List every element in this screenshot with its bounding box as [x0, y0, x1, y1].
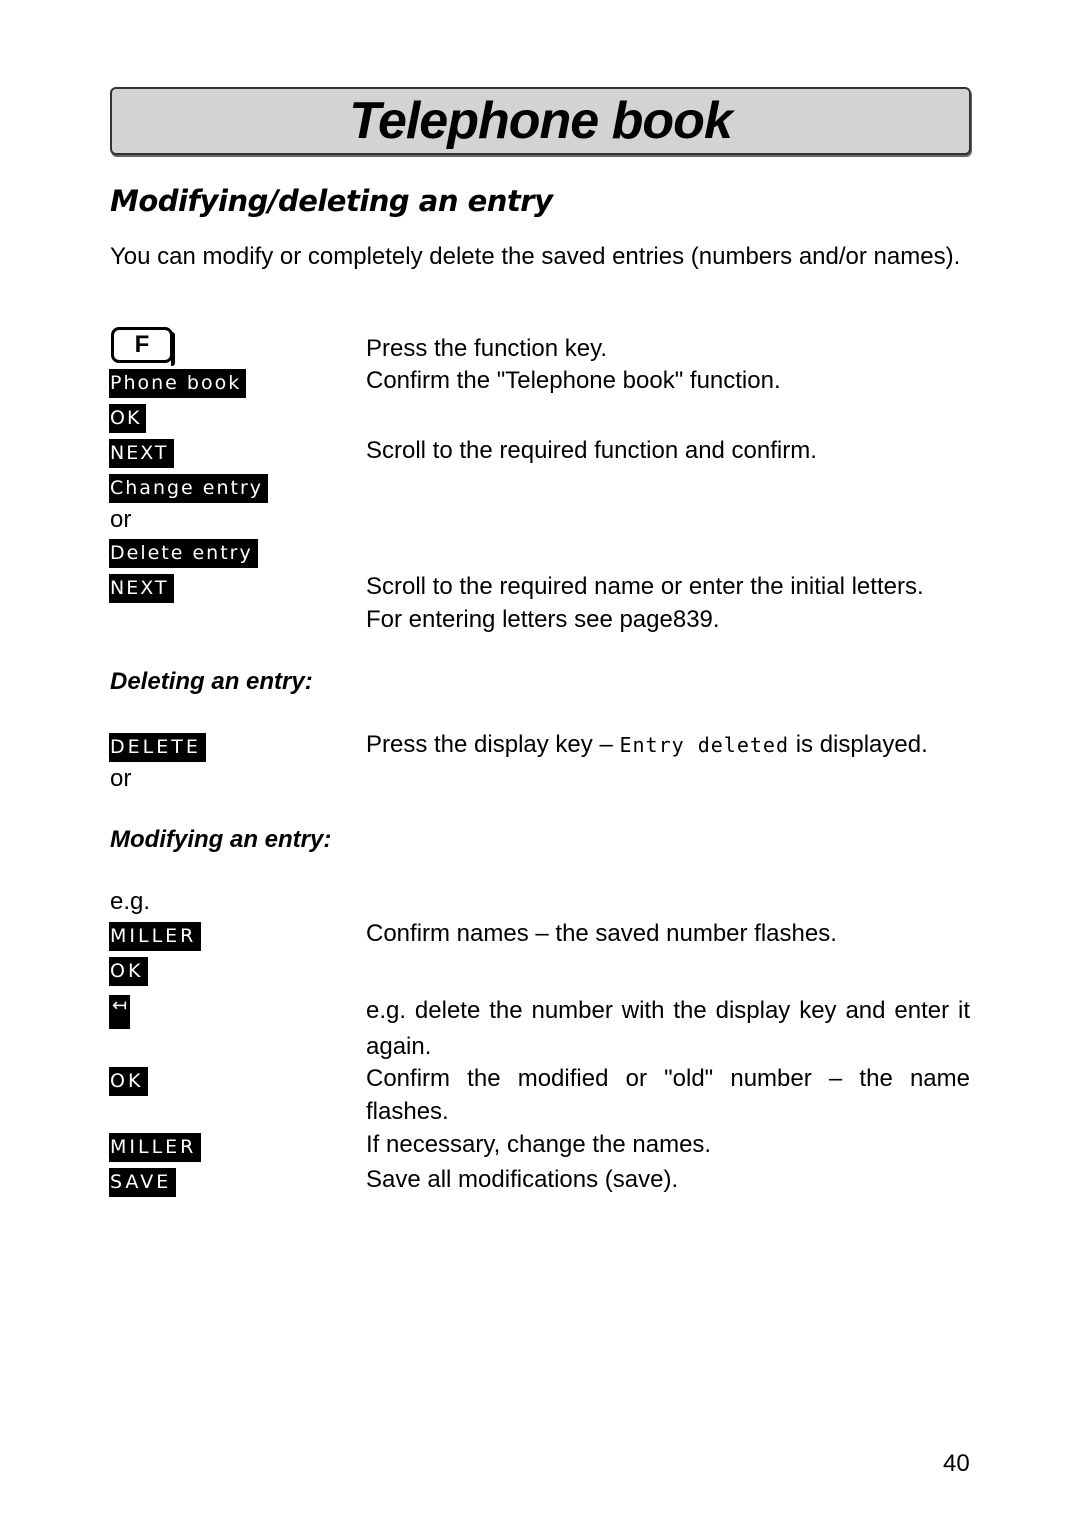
page-title: Telephone book	[349, 92, 732, 150]
modifying-heading: Modifying an entry:	[110, 826, 332, 853]
back-desc: e.g. delete the number with the display key and enter it again.	[366, 997, 970, 1060]
next2-desc-1: Scroll to the required name or enter the initial letters.	[366, 573, 924, 600]
ok-key-3: OK	[109, 1067, 148, 1096]
miller2-desc: If necessary, change the names.	[366, 1131, 712, 1158]
function-key-icon	[111, 327, 173, 363]
phone-book-desc: Confirm the "Telephone book" function.	[366, 367, 781, 394]
backspace-key-icon: ↤	[109, 995, 130, 1029]
function-key-desc: Press the function key.	[366, 335, 608, 362]
delete-desc-prefix: Press the display key –	[366, 731, 613, 758]
lcd-entry-deleted: Entry deleted	[619, 733, 790, 757]
next-key: NEXT	[109, 439, 174, 468]
deleting-heading: Deleting an entry:	[110, 668, 313, 695]
page-number: 40	[943, 1450, 970, 1477]
change-entry-key: Change entry	[109, 474, 268, 503]
page-title-box	[110, 87, 971, 155]
delete-entry-key: Delete entry	[109, 539, 258, 568]
eg-text: e.g.	[110, 888, 151, 915]
or-text: or	[110, 506, 132, 533]
ok-key-2: OK	[109, 957, 148, 986]
next-key-2: NEXT	[109, 574, 174, 603]
delete-desc	[366, 728, 928, 762]
ok2-desc: Confirm the modified or "old" number – the name flashes.	[366, 1065, 970, 1125]
intro-paragraph: You can modify or completely delete the saved entries (numbers and/or names).	[110, 243, 961, 270]
next-desc: Scroll to the required function and confirm.	[366, 437, 817, 464]
delete-key: DELETE	[109, 733, 206, 762]
save-desc: Save all modifications (save).	[366, 1166, 679, 1193]
section-title: Modifying/deleting an entry	[110, 184, 553, 218]
or-text-2: or	[110, 765, 132, 792]
delete-desc-suffix: is displayed.	[795, 731, 928, 758]
miller-key-2: MILLER	[109, 1133, 201, 1162]
phone-book-key: Phone book	[109, 369, 246, 398]
save-key: SAVE	[109, 1168, 176, 1197]
miller-desc: Confirm names – the saved number flashes.	[366, 920, 837, 947]
miller-key: MILLER	[109, 922, 201, 951]
ok-key: OK	[109, 404, 146, 433]
function-key-label: F	[134, 331, 150, 358]
next2-desc-2: For entering letters see page839.	[366, 606, 720, 633]
